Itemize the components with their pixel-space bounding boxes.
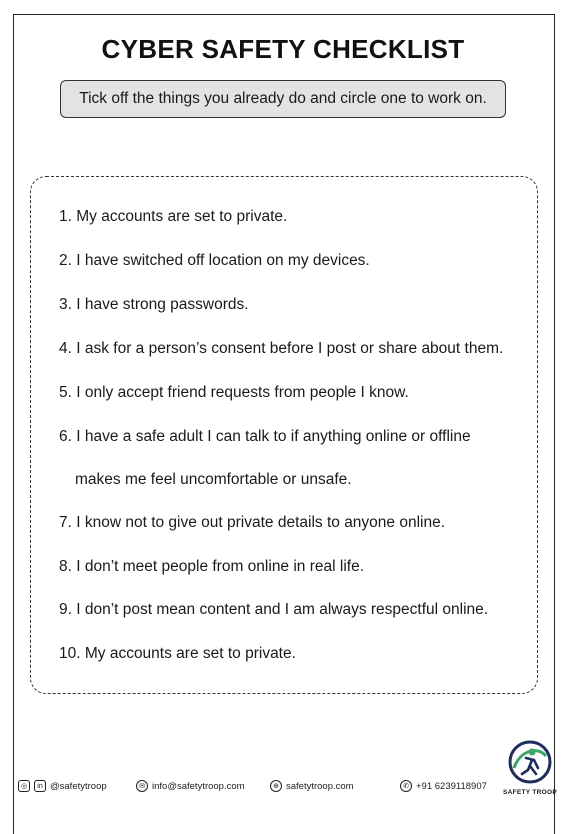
instruction-text: Tick off the things you already do and circle one to work on. bbox=[79, 90, 487, 107]
footer-social[interactable] bbox=[18, 780, 107, 792]
email-icon: ✉ bbox=[136, 780, 148, 792]
checklist-item: 8. I don’t meet people from online in real life. bbox=[59, 558, 365, 575]
website-url: safetytroop.com bbox=[286, 780, 354, 792]
checklist-item: 4. I ask for a person’s consent before I post or share about them. bbox=[59, 340, 504, 357]
checklist-box bbox=[30, 176, 538, 694]
phone-icon: ✆ bbox=[400, 780, 412, 792]
linkedin-icon: in bbox=[34, 780, 46, 792]
checklist-item: 2. I have switched off location on my devices. bbox=[59, 252, 370, 269]
footer bbox=[0, 776, 566, 800]
checklist-item: 3. I have strong passwords. bbox=[59, 296, 249, 313]
checklist-item-continuation: makes me feel uncomfortable or unsafe. bbox=[75, 471, 352, 488]
globe-icon: ⊕ bbox=[270, 780, 282, 792]
checklist-item: 5. I only accept friend requests from people I know. bbox=[59, 384, 409, 401]
checklist-item: 9. I don’t post mean content and I am always respectful online. bbox=[59, 601, 489, 618]
checklist-item: 10. My accounts are set to private. bbox=[59, 645, 296, 662]
footer-phone[interactable] bbox=[400, 780, 487, 792]
checklist-item: 6. I have a safe adult I can talk to if anything online or offline bbox=[59, 428, 471, 445]
instagram-icon: ◎ bbox=[18, 780, 30, 792]
logo-text: SAFETY TROOP bbox=[502, 789, 558, 796]
phone-number: +91 6239118907 bbox=[416, 780, 487, 792]
instruction-banner bbox=[60, 80, 506, 118]
footer-website[interactable] bbox=[270, 780, 354, 792]
checklist-item: 7. I know not to give out private details to anyone online. bbox=[59, 514, 446, 531]
social-handle: @safetytroop bbox=[50, 780, 107, 792]
footer-email[interactable] bbox=[136, 780, 245, 792]
checklist-item: 1. My accounts are set to private. bbox=[59, 208, 288, 225]
page-title: CYBER SAFETY CHECKLIST bbox=[101, 34, 465, 64]
email-address: info@safetytroop.com bbox=[152, 780, 245, 792]
